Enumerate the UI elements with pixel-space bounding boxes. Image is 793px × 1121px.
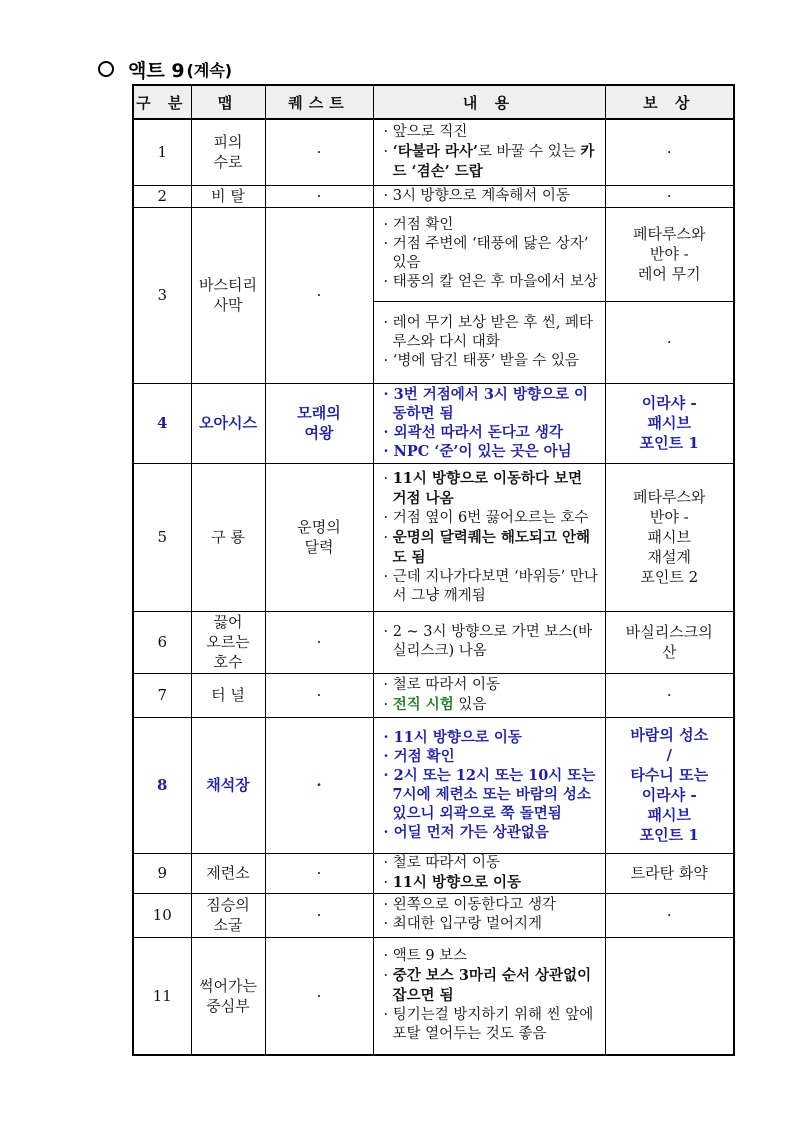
quest-name-text: ·: [316, 986, 322, 1005]
header-map: 맵: [191, 85, 265, 119]
row-number-text: 7: [157, 686, 168, 704]
map-name: [191, 893, 265, 937]
content-text: 앞으로 직진: [392, 123, 468, 140]
row-number: [133, 383, 191, 463]
quest-name: [265, 937, 373, 1055]
map-name-text: 구 룡: [211, 528, 245, 546]
quest-name-text: ·: [316, 906, 322, 924]
quest-name-text: ·: [316, 187, 322, 205]
content-item: · 3번 거점에서 3시 방향으로 이동하면 됨: [383, 386, 589, 422]
quest-table: [132, 84, 735, 1056]
table-row: [133, 673, 734, 717]
content-text: 근데 지나가다보면 ‘바위등’ 만나서 그냥 깨게됨: [392, 568, 598, 604]
header-no: 구 분: [133, 85, 191, 119]
quest-name-text: 여왕: [304, 424, 334, 442]
reward-cell-text: 이라샤 -: [641, 786, 697, 804]
reward-cell-text: 바람의 성소: [630, 726, 709, 744]
reward-cell-text: 바실리스크의: [625, 623, 713, 641]
reward-cell-text: 산: [662, 643, 677, 661]
table-body: [133, 119, 734, 1055]
map-name-text: 비 탈: [211, 187, 245, 205]
quest-name: [265, 673, 373, 717]
header-content: 내 용: [373, 85, 605, 119]
content-text: ‘타불라 라사’: [392, 142, 478, 160]
map-name-text: 오아시스: [199, 414, 257, 432]
content-text: 거점 주변에 ‘태풍에 닳은 상자’ 있음: [392, 236, 589, 271]
map-name: [191, 717, 265, 853]
table-row: [133, 611, 734, 673]
content-item: · 11시 방향으로 이동: [383, 873, 522, 891]
content-text: 있음: [453, 696, 487, 713]
reward-cell: [605, 119, 734, 185]
map-name: [191, 463, 265, 611]
content-cell: [373, 463, 605, 611]
reward-cell-text: ·: [666, 906, 672, 924]
content-text: 거점 옆이 6번 끓어오르는 호수: [392, 509, 589, 526]
table-row: [133, 185, 734, 207]
content-text: 있으니 외곽으로 쭉 돌면됨: [392, 805, 562, 822]
reward-cell: [605, 937, 734, 1055]
row-number-text: 8: [157, 776, 168, 794]
map-name-text: 호수: [213, 653, 243, 671]
content-item: · 액트 9 보스: [383, 948, 468, 965]
content-item: · 태풍의 칼 얻은 후 마을에서 보상: [383, 274, 598, 290]
reward-cell-text: /: [666, 746, 672, 764]
map-name-text: 피의: [213, 133, 243, 152]
reward-cell-text: 반야 -: [649, 245, 689, 263]
reward-cell-text: 포인트 2: [640, 568, 699, 586]
map-name: [191, 853, 265, 893]
reward-cell-text: 타수니 또는: [630, 766, 709, 784]
content-text: 바람의 성소: [515, 786, 591, 803]
map-name: [191, 937, 265, 1055]
content-item: · 2 ~ 3시 방향으로 가면 보스(바실리스크) 나옴: [383, 624, 593, 659]
content-item: · 앞으로 직진: [383, 123, 468, 140]
content-text: 철로 따라서 이동: [392, 676, 500, 693]
quest-name-text: ·: [316, 633, 322, 651]
content-cell: [373, 853, 605, 893]
table-row: [133, 119, 734, 185]
content-item: · 외곽선 따라서 돈다고 생각: [383, 424, 563, 441]
content-item: · 거점 확인: [383, 748, 455, 765]
map-name-text: 끓어: [213, 613, 243, 631]
quest-name: [265, 717, 373, 853]
content-cell: [373, 717, 605, 853]
content-text: 에: [416, 786, 436, 803]
map-name: [191, 119, 265, 185]
section-suffix: (계속): [186, 60, 233, 80]
row-number: [133, 673, 191, 717]
map-name: [191, 207, 265, 383]
reward-cell: [605, 611, 734, 673]
row-number-text: 3: [157, 286, 168, 304]
map-name-text: 짐승의: [206, 896, 250, 914]
content-item: · NPC ‘준’이 있는 곳은 아님: [383, 443, 572, 460]
content-item: · 왼쪽으로 이동한다고 생각: [383, 897, 557, 913]
map-name-text: 오르는: [206, 633, 250, 651]
quest-name: [265, 853, 373, 893]
content-item: · ‘타불라 라사’로 바꿀 수 있는 카드 ‘겸손’ 드랍: [383, 142, 595, 180]
row-number-text: 10: [152, 906, 172, 924]
content-item: · 2시 또는 12시 또는 10시 또는 7시에 제련소 또는 바람의 성소 있으니 외곽으로 쭉 돌면됨: [383, 767, 596, 822]
quest-name: [265, 185, 373, 207]
quest-name-text: ·: [316, 143, 322, 162]
quest-name-text: 모래의: [297, 404, 341, 422]
quest-name: [265, 119, 373, 185]
reward-cell-text: 페타루스와: [633, 488, 706, 506]
reward-cell-text: 트라탄 화약: [630, 864, 708, 882]
map-name-text: 썩어가는: [199, 976, 257, 995]
table-row: [133, 853, 734, 893]
row-number: [133, 611, 191, 673]
table-row: [133, 893, 734, 937]
map-name-text: 수로: [213, 153, 243, 172]
content-item: · 11시 방향으로 이동: [383, 729, 522, 746]
content-text: 3시 방향으로 계속해서 이동: [392, 187, 570, 204]
content-item: · 3시 방향으로 계속해서 이동: [383, 187, 570, 204]
content-cell: [373, 301, 605, 383]
reward-cell-text: ·: [666, 333, 672, 351]
reward-cell-text: 페타루스와: [633, 225, 706, 243]
content-item: · 팅기는걸 방지하기 위해 씬 앞에 포탈 열어두는 것도 좋음: [383, 1007, 594, 1043]
header-reward: 보 상: [605, 85, 734, 119]
content-text: 왼쪽으로 이동한다고 생각: [392, 897, 557, 913]
content-text: 거점 확인: [393, 748, 455, 765]
row-number: [133, 463, 191, 611]
content-item: · 거점 확인: [383, 217, 454, 233]
content-text: ‘병에 담긴 태풍’ 받을 수 있음: [392, 352, 580, 369]
content-text: 11시 방향으로 이동하다 보면 거점 나옴: [392, 469, 583, 507]
map-name-text: 채석장: [206, 776, 250, 794]
content-text: 중간 보스 3마리 순서 상관없이 잡으면 됨: [392, 967, 592, 1005]
quest-name-text: ·: [316, 776, 322, 794]
quest-name-text: ·: [316, 864, 322, 882]
content-text: 액트 9 보스: [392, 948, 468, 965]
quest-name-text: ·: [316, 686, 322, 704]
row-number: [133, 893, 191, 937]
content-item: · 중간 보스 3마리 순서 상관없이 잡으면 됨: [383, 967, 592, 1005]
row-number-text: 4: [157, 414, 168, 432]
row-number-text: 5: [157, 528, 168, 546]
reward-cell-text: 반야 -: [649, 508, 689, 526]
content-item: · 철로 따라서 이동: [383, 854, 500, 871]
content-cell: [373, 119, 605, 185]
content-text: 철로 따라서 이동: [392, 854, 500, 871]
quest-name-text: 달력: [304, 538, 334, 556]
content-cell: [373, 937, 605, 1055]
quest-name-text: ·: [316, 286, 322, 304]
row-number-text: 2: [157, 187, 168, 205]
section-title: 액트 9: [128, 59, 185, 82]
reward-cell-text: 패시브: [647, 414, 691, 432]
content-text: 로 바꿀 수 있는: [477, 143, 581, 160]
reward-cell: [605, 717, 734, 853]
circle-bullet-icon: [98, 61, 114, 77]
reward-cell: [605, 383, 734, 463]
map-name-text: 중심부: [206, 996, 250, 1015]
quest-name: [265, 383, 373, 463]
map-name-text: 제련소: [206, 864, 250, 882]
map-name-text: 바스티리: [199, 276, 257, 294]
row-number-text: 6: [157, 633, 168, 651]
quest-name: [265, 893, 373, 937]
reward-cell: [605, 893, 734, 937]
content-item: · ‘병에 담긴 태풍’ 받을 수 있음: [383, 352, 580, 369]
table-row: [133, 463, 734, 611]
reward-cell: [605, 301, 734, 383]
content-text: 운명의 달력퀘는 해도되고 안해도 됨: [392, 528, 590, 566]
content-item: · 최대한 입구랑 멀어지게: [383, 916, 543, 932]
reward-cell: [605, 207, 734, 301]
row-number: [133, 207, 191, 383]
content-text: NPC ‘준’이 있는 곳은 아님: [393, 443, 572, 460]
content-cell: [373, 673, 605, 717]
table-header-row: [133, 85, 734, 119]
content-text: 3번 거점에서 3시 방향으로 이동하면 됨: [392, 386, 589, 422]
content-cell: [373, 893, 605, 937]
content-item: · 전직 시험 있음: [383, 695, 487, 713]
content-cell: [373, 383, 605, 463]
content-text: 카드 ‘겸손’ 드랍: [392, 142, 595, 180]
quest-name: [265, 463, 373, 611]
table-row: [133, 207, 734, 301]
section-heading: [98, 54, 232, 84]
header-quest: 퀘스트: [265, 85, 373, 119]
content-cell: [373, 207, 605, 301]
map-name: [191, 611, 265, 673]
row-number: [133, 937, 191, 1055]
reward-cell: [605, 673, 734, 717]
quest-name: [265, 611, 373, 673]
content-text: 2 ~ 3시 방향으로 가면 보스(바실리스크) 나옴: [392, 624, 593, 659]
map-name-text: 터 널: [211, 686, 245, 704]
content-text: 제련소: [435, 786, 478, 803]
content-text: 2시 또는 12시 또는 10시 또는 7시: [392, 767, 596, 803]
table-row: [133, 383, 734, 463]
content-item: · 근데 지나가다보면 ‘바위등’ 만나서 그냥 깨게됨: [383, 568, 598, 604]
row-number-text: 11: [152, 986, 172, 1005]
table-row: [133, 717, 734, 853]
content-text: 11시 방향으로 이동: [393, 729, 522, 746]
content-text: 팅기는걸 방지하기 위해 씬 앞에 포탈 열어두는 것도 좋음: [392, 1007, 594, 1043]
map-name: [191, 185, 265, 207]
reward-cell: [605, 185, 734, 207]
content-text: 거점 확인: [392, 217, 454, 233]
map-name: [191, 383, 265, 463]
content-text: 또는: [477, 786, 516, 803]
row-number-text: 9: [157, 864, 168, 882]
content-text: 최대한 입구랑 멀어지게: [392, 916, 543, 932]
content-text: 어딜 먼저 가든 상관없음: [393, 824, 549, 841]
reward-cell-text: ·: [666, 686, 672, 704]
reward-cell-text: 포인트 1: [639, 434, 699, 452]
content-item: · 운명의 달력퀘는 해도되고 안해도 됨: [383, 528, 590, 566]
row-number: [133, 853, 191, 893]
content-text: 태풍의 칼 얻은 후 마을에서 보상: [392, 274, 598, 290]
reward-cell-text: 재설계: [647, 548, 691, 566]
reward-cell-text: 이라샤 -: [641, 394, 697, 412]
reward-cell: [605, 463, 734, 611]
content-text: 전직 시험: [392, 695, 454, 713]
map-name-text: 사막: [213, 296, 243, 314]
reward-cell-text: 패시브: [647, 806, 691, 824]
row-number-text: 1: [157, 143, 168, 162]
reward-cell-text: 레어 무기: [637, 265, 701, 283]
content-item: · 거점 주변에 ‘태풍에 닳은 상자’ 있음: [383, 236, 589, 271]
row-number: [133, 717, 191, 853]
reward-cell-text: ·: [666, 187, 672, 205]
content-text: 외곽선 따라서 돈다고 생각: [393, 424, 563, 441]
reward-cell-text: ·: [666, 143, 672, 162]
content-text: 레어 무기 보상 받은 후 씬, 페타루스와 다시 대화: [392, 314, 594, 350]
table-row: [133, 937, 734, 1055]
quest-name-text: 운명의: [297, 518, 341, 536]
content-item: · 철로 따라서 이동: [383, 676, 500, 693]
map-name-text: 소굴: [213, 916, 243, 934]
row-number: [133, 185, 191, 207]
quest-name: [265, 207, 373, 383]
reward-cell-text: 패시브: [647, 528, 691, 546]
content-item: · 어딜 먼저 가든 상관없음: [383, 824, 549, 841]
content-cell: [373, 185, 605, 207]
content-cell: [373, 611, 605, 673]
row-number: [133, 119, 191, 185]
content-item: · 11시 방향으로 이동하다 보면 거점 나옴: [383, 469, 583, 507]
content-text: 11시 방향으로 이동: [392, 873, 522, 891]
content-item: · 레어 무기 보상 받은 후 씬, 페타루스와 다시 대화: [383, 314, 594, 350]
map-name: [191, 673, 265, 717]
reward-cell: [605, 853, 734, 893]
reward-cell-text: 포인트 1: [639, 826, 699, 844]
content-item: · 거점 옆이 6번 끓어오르는 호수: [383, 509, 589, 526]
